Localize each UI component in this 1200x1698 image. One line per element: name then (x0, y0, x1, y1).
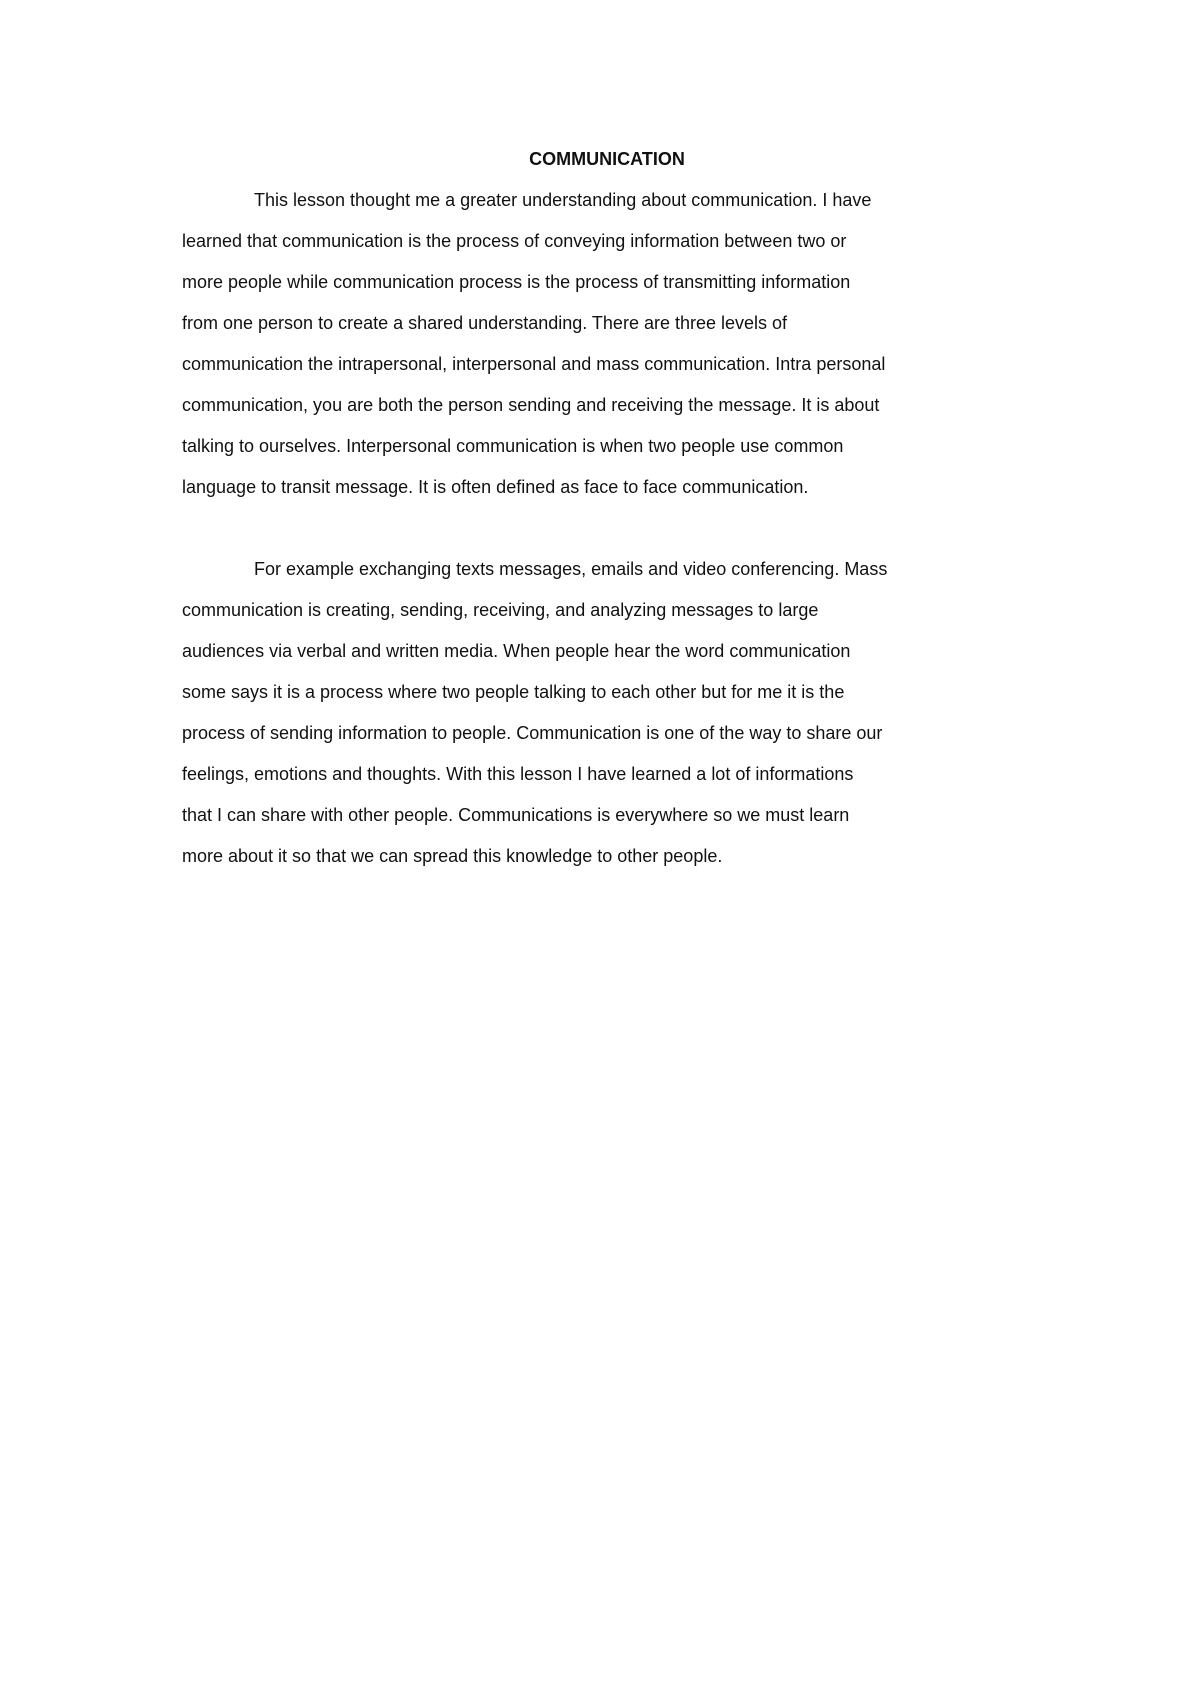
paragraph-2 (182, 549, 1020, 877)
paragraph-line: audiences via verbal and written media. When people hear the word communication (182, 641, 851, 661)
paragraph-line: For example exchanging texts messages, emails and video conferencing. Mass (254, 559, 888, 579)
paragraph-line: feelings, emotions and thoughts. With this lesson I have learned a lot of informations (182, 764, 854, 784)
document-body (182, 144, 1020, 877)
paragraph-line: talking to ourselves. Interpersonal communication is when two people use common (182, 436, 844, 456)
paragraph-1 (182, 180, 1020, 508)
paragraph-line: more people while communication process is the process of transmitting information (182, 272, 851, 292)
paragraph-line: communication is creating, sending, receiving, and analyzing messages to large (182, 600, 819, 620)
paragraph-line: from one person to create a shared understanding. There are three levels of (182, 313, 788, 333)
paragraph-line: communication the intrapersonal, interpersonal and mass communication. Intra personal (182, 354, 886, 374)
paragraph-line: This lesson thought me a greater understanding about communication. I have (254, 190, 872, 210)
paragraph-line: process of sending information to people. Communication is one of the way to share our (182, 723, 883, 743)
paragraph-line: that I can share with other people. Communications is everywhere so we must learn (182, 805, 850, 825)
paragraph-line: language to transit message. It is often defined as face to face communication. (182, 477, 809, 497)
paragraph-line: some says it is a process where two people talking to each other but for me it is the (182, 682, 845, 702)
paragraph-line: learned that communication is the process of conveying information between two or (182, 231, 847, 251)
paragraph-spacer (182, 508, 1020, 549)
paragraph-line: more about it so that we can spread this knowledge to other people. (182, 846, 723, 866)
paragraph-line: communication, you are both the person sending and receiving the message. It is about (182, 395, 880, 415)
document-title: COMMUNICATION (529, 149, 685, 169)
